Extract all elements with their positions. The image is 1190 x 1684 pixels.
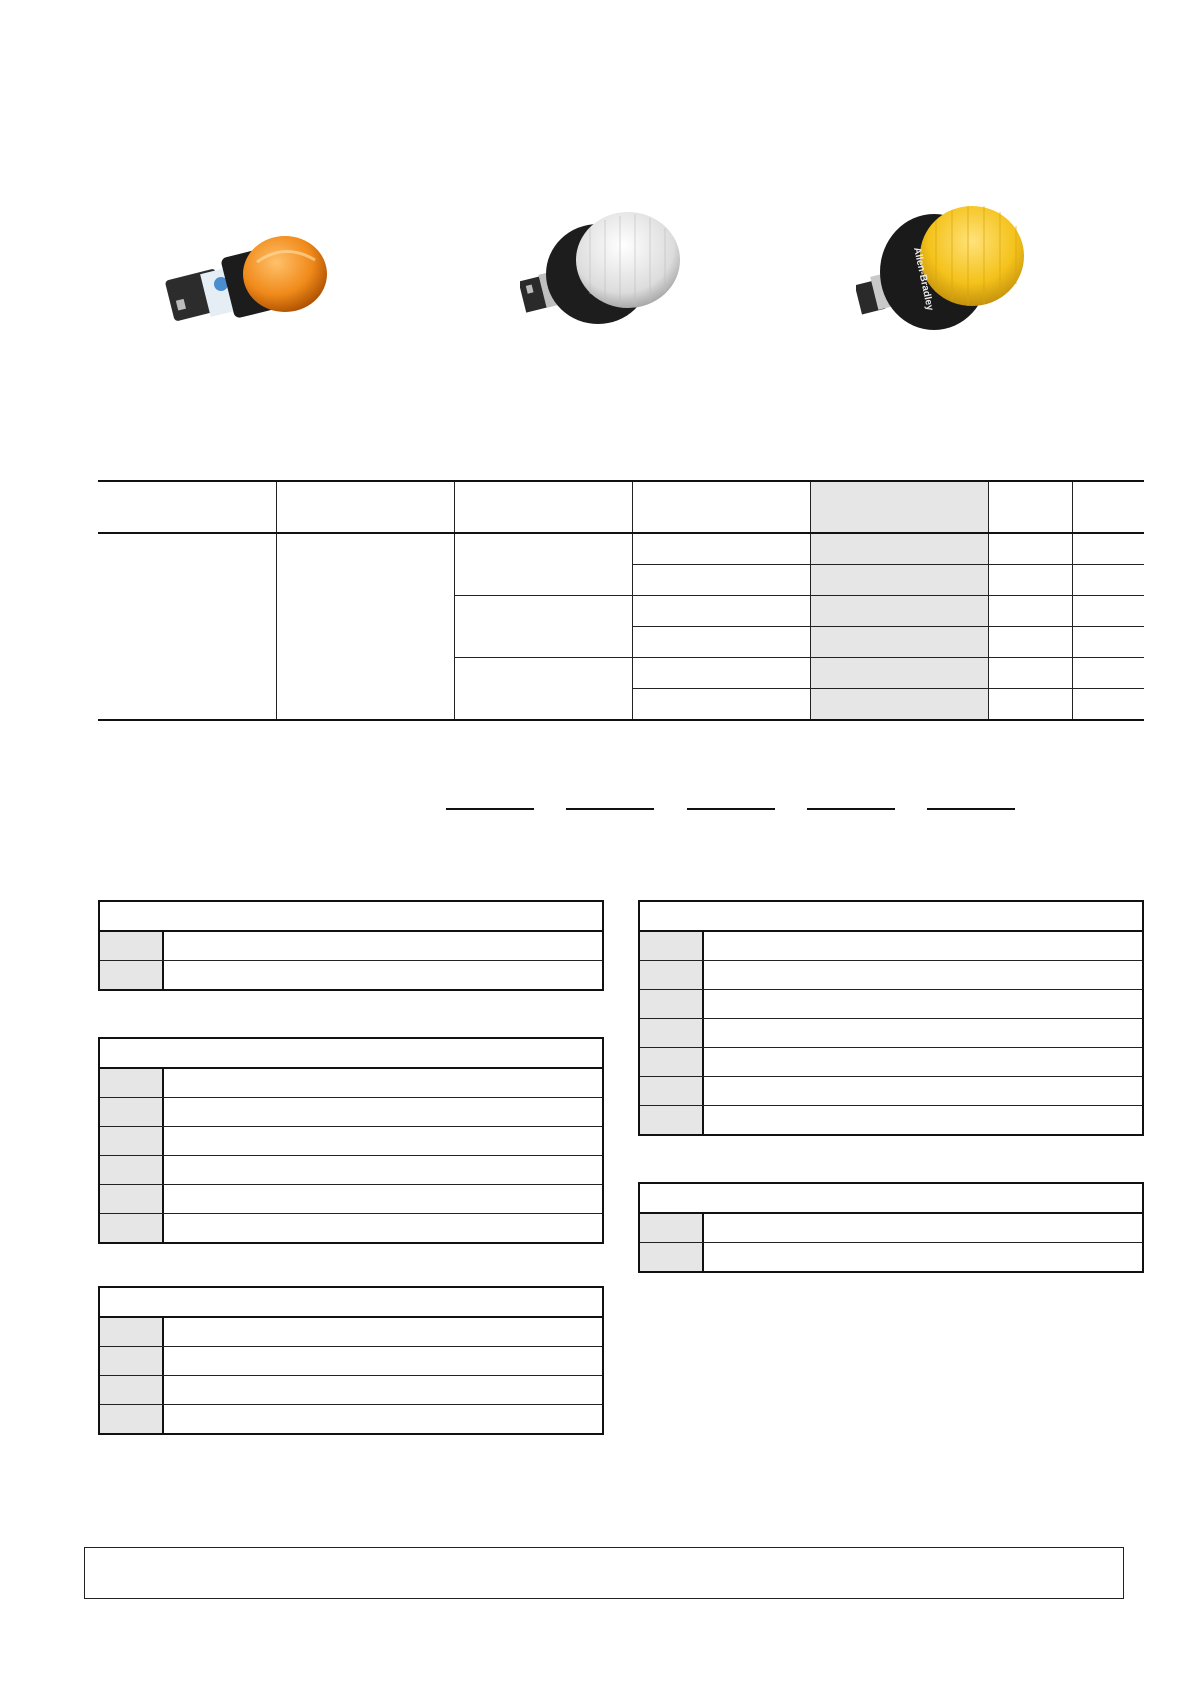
option-description bbox=[164, 1405, 602, 1433]
table-row bbox=[98, 533, 1144, 565]
option-row bbox=[100, 1127, 602, 1156]
option-description bbox=[164, 1185, 602, 1213]
option-description bbox=[164, 1127, 602, 1155]
option-table bbox=[638, 1182, 1144, 1273]
option-row bbox=[100, 1098, 602, 1127]
table-cell bbox=[276, 533, 454, 720]
option-code bbox=[100, 1069, 164, 1097]
header-cell bbox=[988, 481, 1072, 533]
option-description bbox=[164, 1318, 602, 1346]
table-cell bbox=[1072, 689, 1144, 721]
option-row bbox=[100, 1185, 602, 1214]
option-row bbox=[100, 1214, 602, 1242]
selection-table bbox=[98, 480, 1144, 721]
option-row bbox=[640, 932, 1142, 961]
option-description bbox=[704, 961, 1142, 989]
table-cell bbox=[988, 658, 1072, 689]
option-table-title bbox=[100, 1288, 602, 1318]
amber-indicator-light bbox=[165, 222, 345, 332]
option-row bbox=[100, 1376, 602, 1405]
option-description bbox=[164, 1214, 602, 1242]
option-row bbox=[640, 1106, 1142, 1134]
option-row bbox=[100, 1318, 602, 1347]
option-description bbox=[164, 1069, 602, 1097]
option-row bbox=[100, 1156, 602, 1185]
table-cell bbox=[632, 689, 810, 721]
table-cell bbox=[988, 565, 1072, 596]
option-table bbox=[638, 900, 1144, 1136]
option-code bbox=[100, 1098, 164, 1126]
option-description bbox=[164, 961, 602, 989]
option-table bbox=[98, 900, 604, 991]
option-description bbox=[164, 1376, 602, 1404]
option-description bbox=[704, 1048, 1142, 1076]
footer-note-box bbox=[84, 1547, 1124, 1599]
table-cell bbox=[454, 533, 632, 596]
option-code bbox=[640, 1019, 704, 1047]
catalog-cell bbox=[810, 596, 988, 627]
header-cell bbox=[98, 481, 276, 533]
catalog-segment bbox=[566, 808, 654, 810]
option-row bbox=[640, 990, 1142, 1019]
option-row bbox=[640, 1077, 1142, 1106]
option-description bbox=[704, 1243, 1142, 1271]
option-description bbox=[164, 932, 602, 960]
catalog-cell bbox=[810, 689, 988, 721]
option-table bbox=[98, 1286, 604, 1435]
option-code bbox=[100, 1214, 164, 1242]
option-row bbox=[100, 1069, 602, 1098]
header-cell bbox=[276, 481, 454, 533]
option-code bbox=[100, 1156, 164, 1184]
table-cell bbox=[988, 533, 1072, 565]
option-row bbox=[640, 1019, 1142, 1048]
option-table-title bbox=[640, 902, 1142, 932]
catalog-cell bbox=[810, 627, 988, 658]
option-code bbox=[100, 1185, 164, 1213]
brand-logo-text: Allen-Bradley bbox=[911, 246, 936, 312]
table-cell bbox=[1072, 565, 1144, 596]
option-row bbox=[640, 1243, 1142, 1271]
option-table-title bbox=[100, 1039, 602, 1069]
catalog-segment bbox=[446, 808, 534, 810]
option-code bbox=[640, 1048, 704, 1076]
table-cell bbox=[454, 658, 632, 721]
option-code bbox=[640, 1077, 704, 1105]
table-cell bbox=[1072, 658, 1144, 689]
option-code bbox=[100, 961, 164, 989]
option-code bbox=[100, 1318, 164, 1346]
table-cell bbox=[1072, 596, 1144, 627]
table-cell bbox=[632, 658, 810, 689]
option-code bbox=[640, 932, 704, 960]
yellow-indicator-light bbox=[856, 200, 1036, 340]
option-description bbox=[164, 1098, 602, 1126]
option-code bbox=[640, 1243, 704, 1271]
option-code bbox=[100, 1127, 164, 1155]
catalog-segment bbox=[687, 808, 775, 810]
table-cell bbox=[454, 596, 632, 658]
option-description bbox=[704, 932, 1142, 960]
option-row bbox=[100, 1405, 602, 1433]
option-code bbox=[640, 990, 704, 1018]
clear-indicator-light bbox=[520, 208, 690, 333]
table-cell bbox=[988, 627, 1072, 658]
catalog-segment bbox=[927, 808, 1015, 810]
option-code bbox=[100, 932, 164, 960]
table-cell bbox=[632, 596, 810, 627]
option-row bbox=[640, 1214, 1142, 1243]
option-row bbox=[100, 961, 602, 989]
option-code bbox=[640, 1214, 704, 1242]
option-description bbox=[704, 990, 1142, 1018]
table-cell bbox=[632, 533, 810, 565]
option-row bbox=[100, 932, 602, 961]
catalog-segment bbox=[807, 808, 895, 810]
header-cell bbox=[454, 481, 632, 533]
header-cell bbox=[1072, 481, 1144, 533]
option-code bbox=[640, 961, 704, 989]
catalog-cell bbox=[810, 533, 988, 565]
option-code bbox=[100, 1376, 164, 1404]
option-description bbox=[704, 1214, 1142, 1242]
header-cell bbox=[632, 481, 810, 533]
option-description bbox=[704, 1019, 1142, 1047]
option-row bbox=[640, 961, 1142, 990]
table-cell bbox=[988, 689, 1072, 721]
table-cell bbox=[1072, 627, 1144, 658]
option-description bbox=[164, 1347, 602, 1375]
header-cell bbox=[810, 481, 988, 533]
option-code bbox=[100, 1405, 164, 1433]
table-cell bbox=[632, 565, 810, 596]
option-description bbox=[164, 1156, 602, 1184]
option-code bbox=[640, 1106, 704, 1134]
table-cell bbox=[1072, 533, 1144, 565]
option-table-title bbox=[100, 902, 602, 932]
option-code bbox=[100, 1347, 164, 1375]
catalog-cell bbox=[810, 658, 988, 689]
table-header-row bbox=[98, 481, 1144, 533]
option-row bbox=[640, 1048, 1142, 1077]
option-description bbox=[704, 1077, 1142, 1105]
option-table-title bbox=[640, 1184, 1142, 1214]
table-cell bbox=[632, 627, 810, 658]
catalog-cell bbox=[810, 565, 988, 596]
option-row bbox=[100, 1347, 602, 1376]
table-cell bbox=[98, 533, 276, 720]
option-table bbox=[98, 1037, 604, 1244]
option-description bbox=[704, 1106, 1142, 1134]
table-cell bbox=[988, 596, 1072, 627]
